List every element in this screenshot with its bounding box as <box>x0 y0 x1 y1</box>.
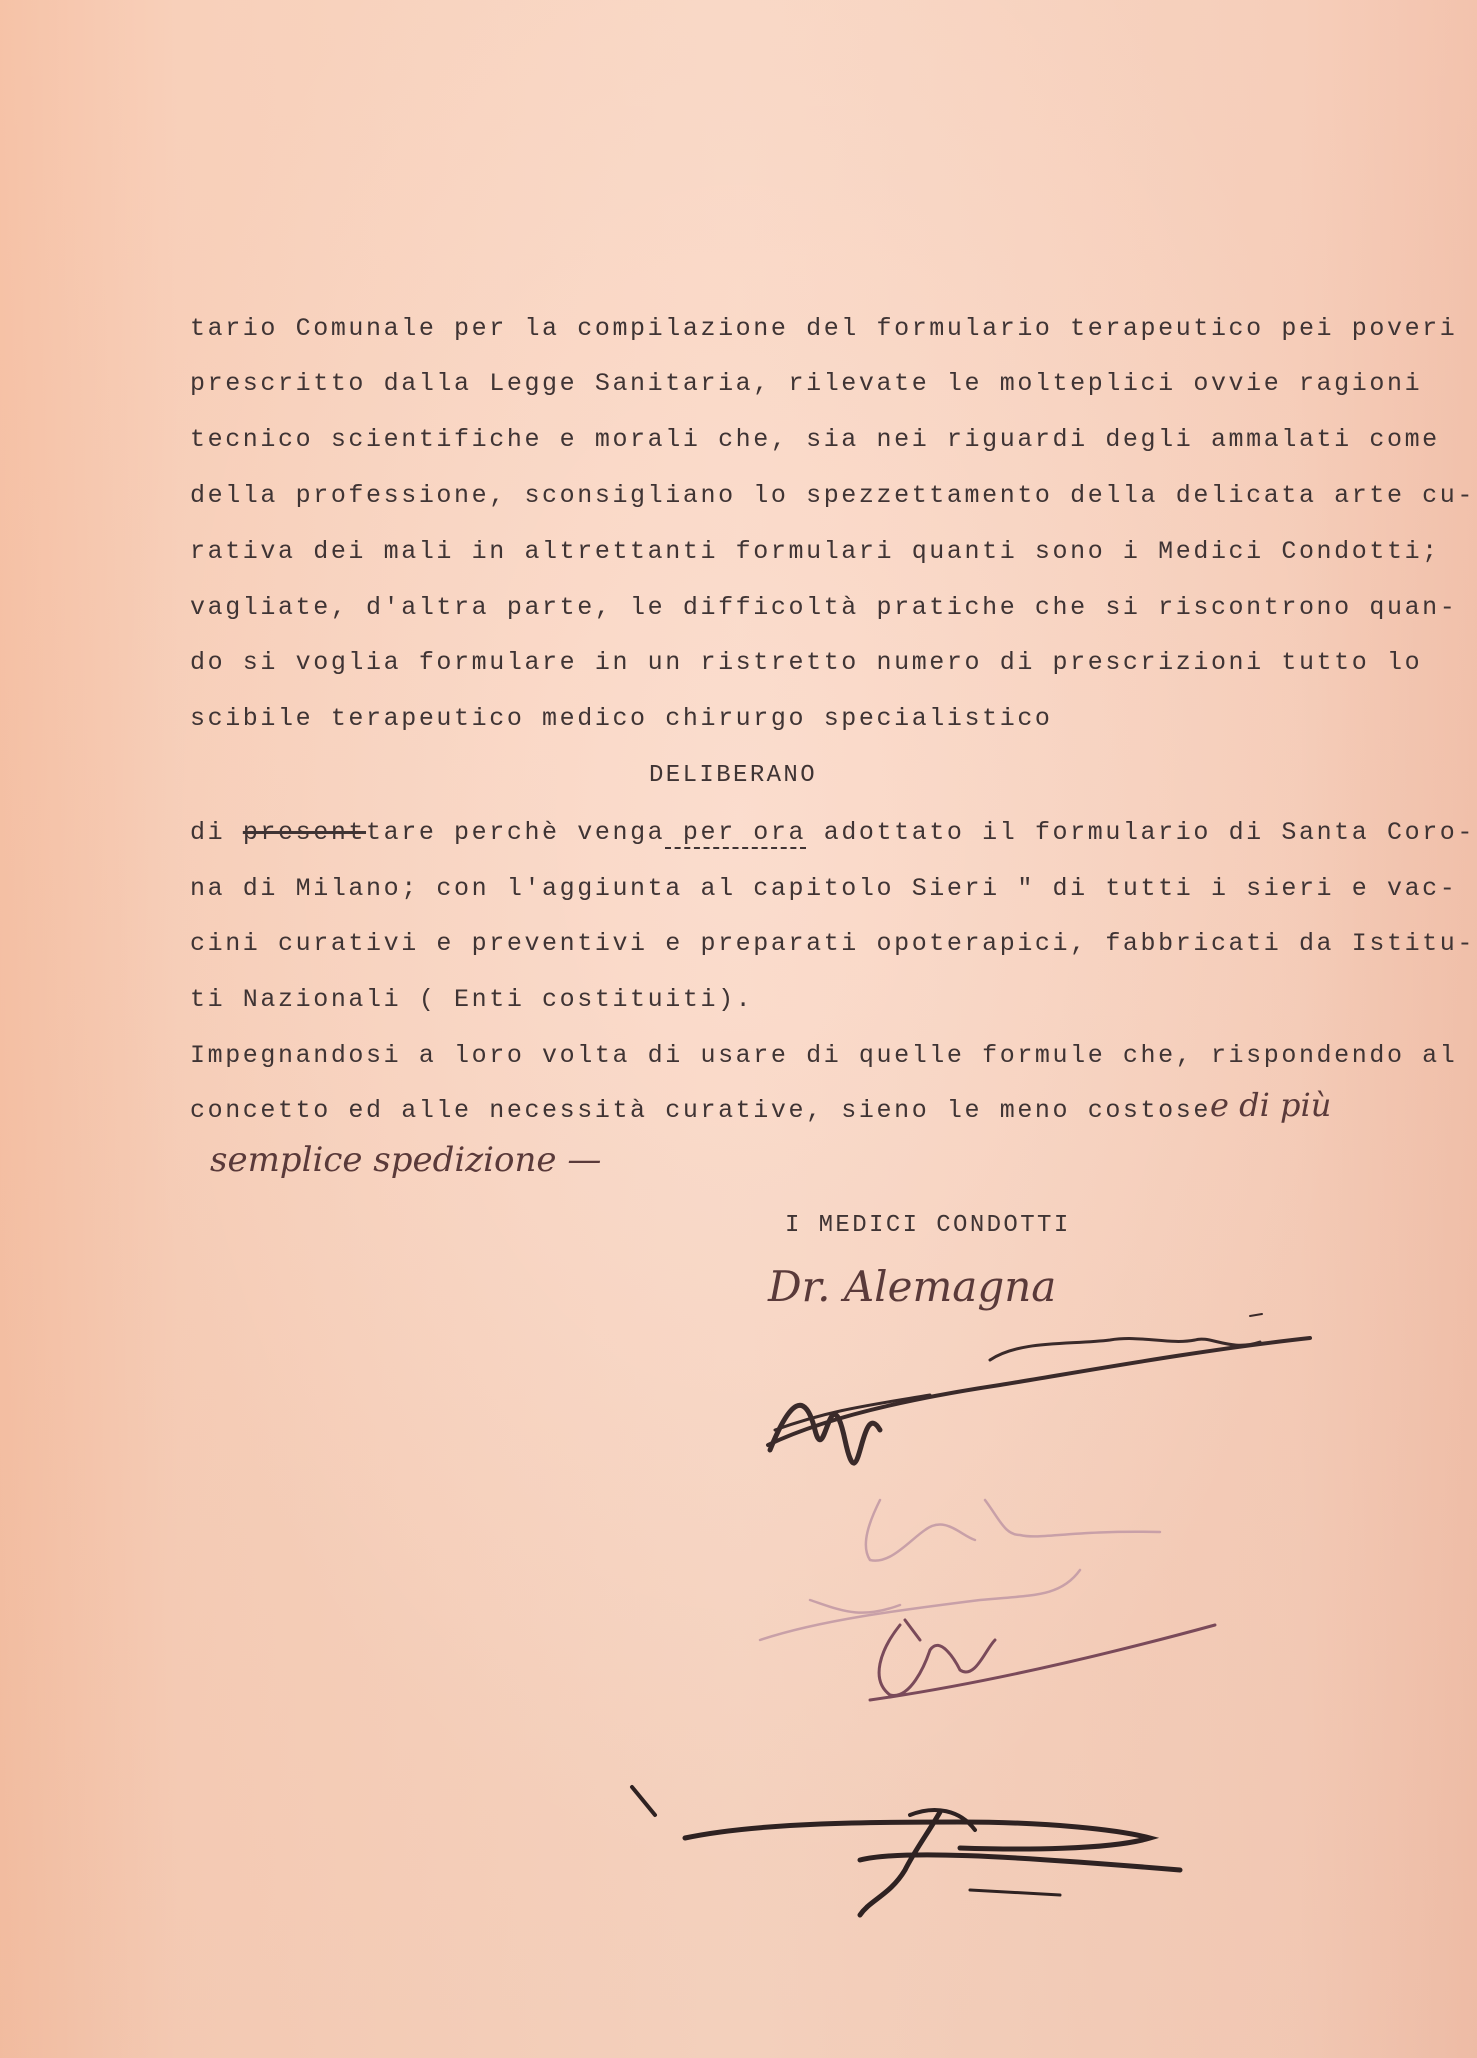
resolution-line-5: Impegnandosi a loro volta di usare di quelle formule che, rispondendo al <box>190 1041 1458 1070</box>
struck-word: present <box>242 818 367 847</box>
deliberano-heading: DELIBERANO <box>649 762 818 789</box>
body-line-4: della professione, sconsigliano lo spezzettamento della delicata arte cu- <box>190 481 1475 510</box>
signature-3 <box>760 1500 1160 1640</box>
signature-2 <box>768 1314 1310 1463</box>
resolution-line-1-end: adottato il formulario di Santa Coro- <box>806 818 1476 847</box>
resolution-line-4: ti Nazionali ( Enti costituiti). <box>190 985 754 1014</box>
resolution-line-1-mid: tare perchè venga <box>366 818 666 847</box>
resolution-line-2: na di Milano; con l'aggiunta al capitolo Sieri " di tutti i sieri e vac- <box>190 874 1458 903</box>
signature-5 <box>632 1787 1180 1915</box>
body-line-8: scibile terapeutico medico chirurgo specialistico <box>190 704 1053 733</box>
signature-4 <box>870 1620 1215 1700</box>
signatory-heading: I MEDICI CONDOTTI <box>785 1212 1071 1239</box>
body-line-6: vagliate, d'altra parte, le difficoltà pratiche che si riscontrono quan- <box>190 593 1458 622</box>
resolution-line-1 <box>190 818 1475 847</box>
body-line-3: tecnico scientifiche e morali che, sia nei riguardi degli ammalati come <box>190 425 1440 454</box>
resolution-line-6: concetto ed alle necessità curative, sieno le meno costose <box>190 1096 1211 1125</box>
resolution-line-1-start: di <box>190 818 243 847</box>
body-line-2: prescritto dalla Legge Sanitaria, rilevate le molteplici ovvie ragioni <box>190 369 1423 398</box>
body-line-1: tario Comunale per la compilazione del formulario terapeutico pei poveri <box>190 314 1458 343</box>
handwritten-addition-2: semplice spedizione — <box>210 1140 602 1180</box>
body-line-5: rativa dei mali in altrettanti formulari quanti sono i Medici Condotti; <box>190 537 1440 566</box>
body-line-7: do si voglia formulare in un ristretto numero di prescrizioni tutto lo <box>190 648 1423 677</box>
signature-1: Dr. Alemagna <box>768 1262 1057 1311</box>
handwritten-addition-1: e di più <box>1210 1086 1332 1124</box>
resolution-line-3: cini curativi e preventivi e preparati opoterapici, fabbricati da Istitu- <box>190 929 1475 958</box>
underlined-phrase: per ora <box>665 818 807 847</box>
